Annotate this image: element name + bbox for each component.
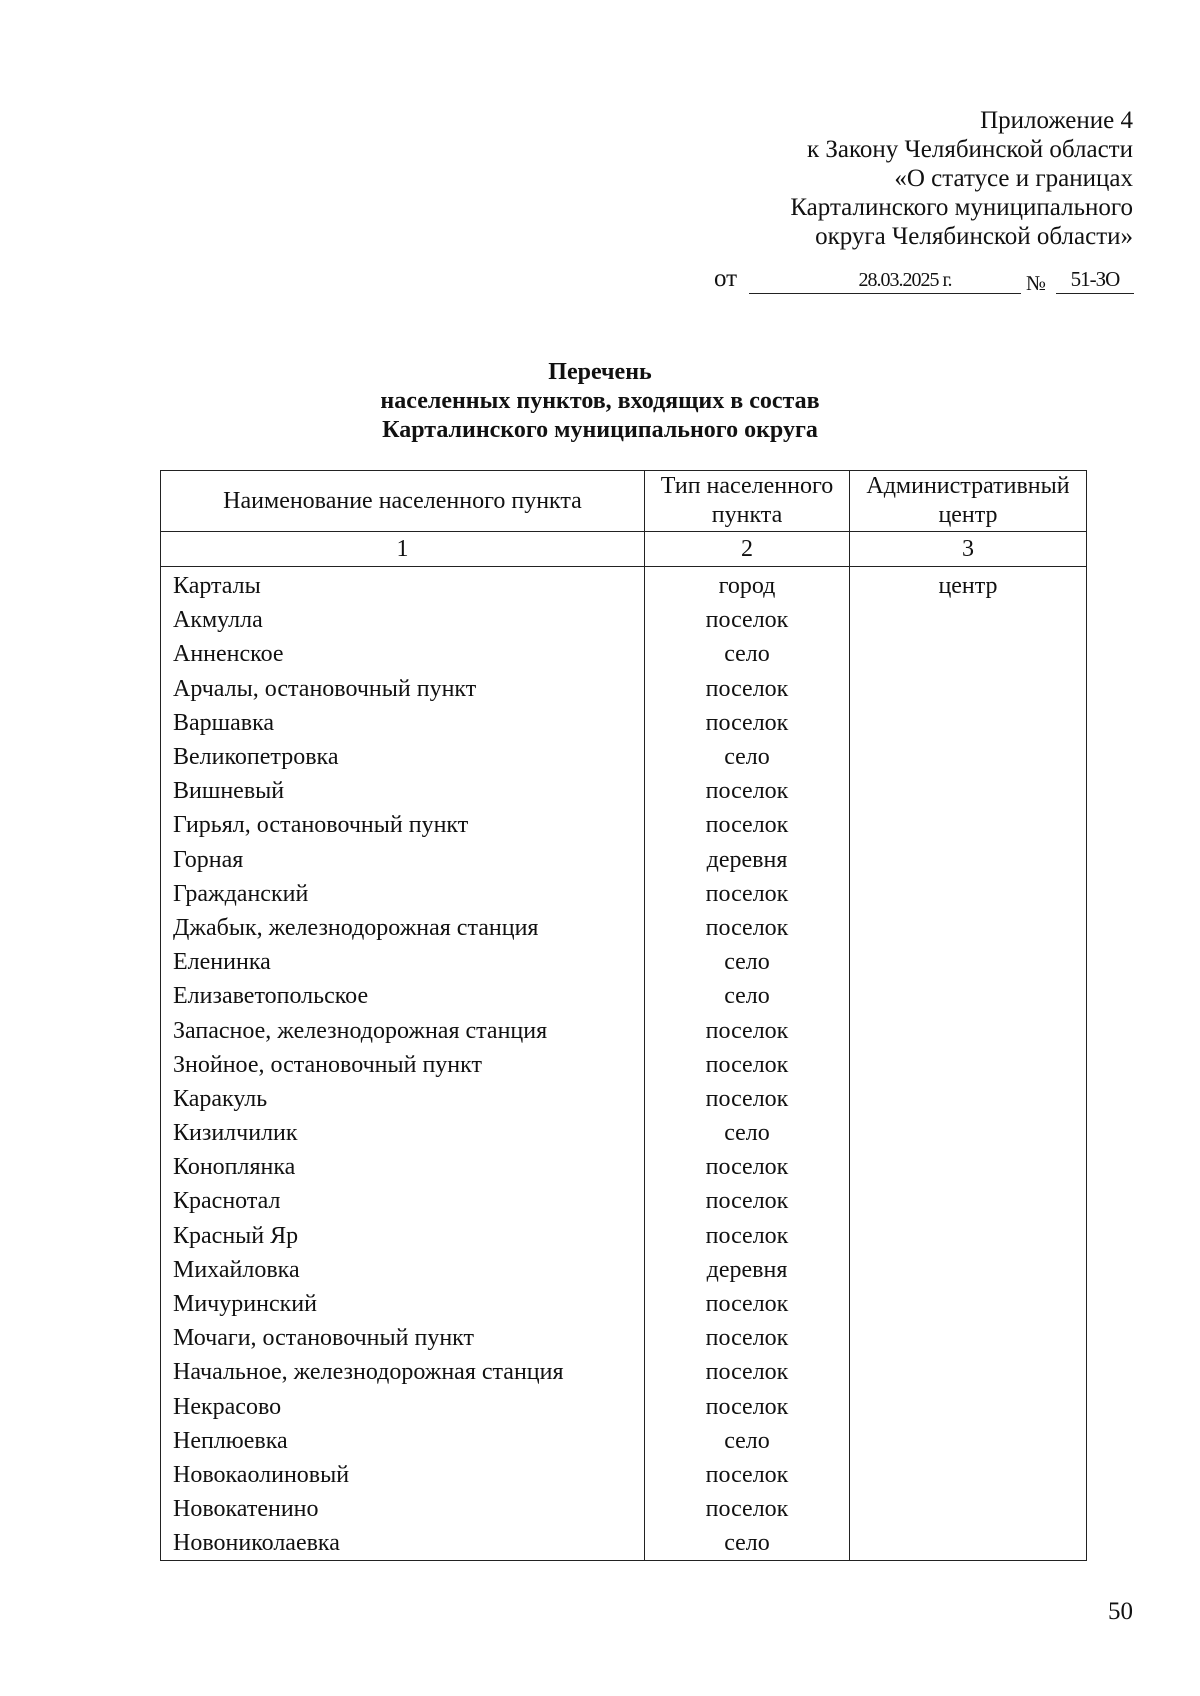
settlement-name: Михайловка (161, 1253, 645, 1287)
admin-center (850, 637, 1087, 671)
settlement-name: Новокатенино (161, 1492, 645, 1526)
settlement-type: поселок (645, 1184, 850, 1218)
table-row (161, 1082, 1087, 1116)
settlement-type: поселок (645, 1150, 850, 1184)
settlement-name: Неплюевка (161, 1424, 645, 1458)
table-row (161, 1355, 1087, 1389)
table-row (161, 1013, 1087, 1047)
table-row (161, 1526, 1087, 1561)
settlement-type: село (645, 1424, 850, 1458)
settlement-name: Горная (161, 843, 645, 877)
table-row (161, 1253, 1087, 1287)
admin-center (850, 1287, 1087, 1321)
settlement-type: село (645, 637, 850, 671)
admin-center (850, 808, 1087, 842)
settlement-type: поселок (645, 1287, 850, 1321)
header-center: Административный центр (850, 471, 1087, 532)
settlement-name: Коноплянка (161, 1150, 645, 1184)
settlement-type: поселок (645, 1458, 850, 1492)
law-number-field (1056, 265, 1134, 294)
from-label: от (714, 265, 738, 292)
table-row (161, 945, 1087, 979)
column-number: 2 (645, 532, 850, 567)
admin-center (850, 740, 1087, 774)
title-line-2: населенных пунктов, входящих в состав (380, 388, 820, 414)
table-row (161, 979, 1087, 1013)
settlement-type: поселок (645, 1219, 850, 1253)
settlement-type: село (645, 1116, 850, 1150)
settlement-name: Запасное, железнодорожная станция (161, 1013, 645, 1047)
admin-center (850, 1424, 1087, 1458)
appendix-line: Приложение 4 (980, 107, 1133, 134)
settlement-type: село (645, 945, 850, 979)
admin-center (850, 945, 1087, 979)
settlement-type: поселок (645, 1082, 850, 1116)
settlement-type: поселок (645, 774, 850, 808)
settlement-name: Мичуринский (161, 1287, 645, 1321)
table-row (161, 706, 1087, 740)
settlement-type: деревня (645, 843, 850, 877)
header-type: Тип населенного пункта (645, 471, 850, 532)
admin-center (850, 1526, 1087, 1561)
table-row (161, 637, 1087, 671)
table-row (161, 567, 1087, 604)
appendix-line: «О статусе и границах (894, 165, 1133, 192)
column-number: 3 (850, 532, 1087, 567)
page-number: 50 (1108, 1598, 1133, 1625)
admin-center (850, 1390, 1087, 1424)
table-row (161, 1287, 1087, 1321)
admin-center (850, 877, 1087, 911)
admin-center (850, 1458, 1087, 1492)
settlement-name: Варшавка (161, 706, 645, 740)
table-row (161, 1424, 1087, 1458)
admin-center: центр (850, 567, 1087, 604)
table-row (161, 740, 1087, 774)
settlement-name: Еленинка (161, 945, 645, 979)
table-row (161, 1116, 1087, 1150)
settlement-name: Анненское (161, 637, 645, 671)
settlement-name: Вишневый (161, 774, 645, 808)
admin-center (850, 1253, 1087, 1287)
settlement-name: Кизилчилик (161, 1116, 645, 1150)
table-row (161, 672, 1087, 706)
settlement-type: поселок (645, 672, 850, 706)
admin-center (850, 1082, 1087, 1116)
admin-center (850, 979, 1087, 1013)
settlement-type: поселок (645, 1355, 850, 1389)
admin-center (850, 1184, 1087, 1218)
settlement-type: деревня (645, 1253, 850, 1287)
settlement-name: Гирьял, остановочный пункт (161, 808, 645, 842)
table-row (161, 877, 1087, 911)
settlement-name: Джабык, железнодорожная станция (161, 911, 645, 945)
admin-center (850, 1219, 1087, 1253)
column-number: 1 (161, 532, 645, 567)
settlement-type: поселок (645, 808, 850, 842)
settlement-name: Мочаги, остановочный пункт (161, 1321, 645, 1355)
table-row (161, 1048, 1087, 1082)
settlement-name: Новокаолиновый (161, 1458, 645, 1492)
table-row (161, 1458, 1087, 1492)
title-line-1: Перечень (548, 359, 652, 385)
admin-center (850, 911, 1087, 945)
settlement-type: поселок (645, 1013, 850, 1047)
settlement-type: село (645, 1526, 850, 1561)
settlement-type: село (645, 979, 850, 1013)
settlement-name: Знойное, остановочный пункт (161, 1048, 645, 1082)
settlement-name: Великопетровка (161, 740, 645, 774)
table-row (161, 843, 1087, 877)
number-sign: № (1026, 271, 1047, 295)
law-number: 51-ЗО (1070, 267, 1120, 291)
admin-center (850, 672, 1087, 706)
appendix-line: к Закону Челябинской области (807, 136, 1133, 163)
admin-center (850, 706, 1087, 740)
admin-center (850, 843, 1087, 877)
column-numbers-row (161, 532, 1087, 567)
table-row (161, 774, 1087, 808)
settlement-type: поселок (645, 1492, 850, 1526)
table-row (161, 603, 1087, 637)
settlement-type: поселок (645, 1321, 850, 1355)
settlement-name: Елизаветопольское (161, 979, 645, 1013)
settlement-name: Некрасово (161, 1390, 645, 1424)
settlement-type: поселок (645, 603, 850, 637)
table-row (161, 1492, 1087, 1526)
table-body (161, 567, 1087, 1561)
table-header-row (161, 471, 1087, 532)
table-row (161, 1390, 1087, 1424)
settlement-name: Начальное, железнодорожная станция (161, 1355, 645, 1389)
admin-center (850, 1116, 1087, 1150)
table-row (161, 1219, 1087, 1253)
settlement-name: Новониколаевка (161, 1526, 645, 1561)
settlement-name: Красный Яр (161, 1219, 645, 1253)
admin-center (850, 603, 1087, 637)
settlement-name: Арчалы, остановочный пункт (161, 672, 645, 706)
law-date: 28.03.2025 г. (858, 269, 952, 291)
table-row (161, 1321, 1087, 1355)
admin-center (850, 774, 1087, 808)
settlement-name: Каракуль (161, 1082, 645, 1116)
table-row (161, 808, 1087, 842)
law-date-number-line (714, 264, 1134, 296)
appendix-line: Карталинского муниципального (790, 194, 1133, 221)
admin-center (850, 1048, 1087, 1082)
settlement-type: поселок (645, 911, 850, 945)
document-title (0, 358, 1200, 445)
admin-center (850, 1492, 1087, 1526)
settlement-name: Гражданский (161, 877, 645, 911)
title-line-3: Карталинского муниципального округа (382, 417, 818, 443)
appendix-line: округа Челябинской области» (815, 223, 1133, 250)
settlement-type: город (645, 567, 850, 604)
admin-center (850, 1150, 1087, 1184)
header-name: Наименование населенного пункта (161, 471, 645, 532)
table-row (161, 911, 1087, 945)
settlement-type: поселок (645, 1048, 850, 1082)
settlement-type: поселок (645, 1390, 850, 1424)
settlements-table (160, 470, 1087, 1561)
settlement-name: Карталы (161, 567, 645, 604)
settlement-type: поселок (645, 706, 850, 740)
table-row (161, 1184, 1087, 1218)
admin-center (850, 1321, 1087, 1355)
settlement-type: село (645, 740, 850, 774)
settlement-name: Акмулла (161, 603, 645, 637)
law-date-field (749, 265, 1021, 294)
table-row (161, 1150, 1087, 1184)
admin-center (850, 1355, 1087, 1389)
admin-center (850, 1013, 1087, 1047)
appendix-block (573, 106, 1133, 251)
settlement-name: Краснотал (161, 1184, 645, 1218)
settlement-type: поселок (645, 877, 850, 911)
